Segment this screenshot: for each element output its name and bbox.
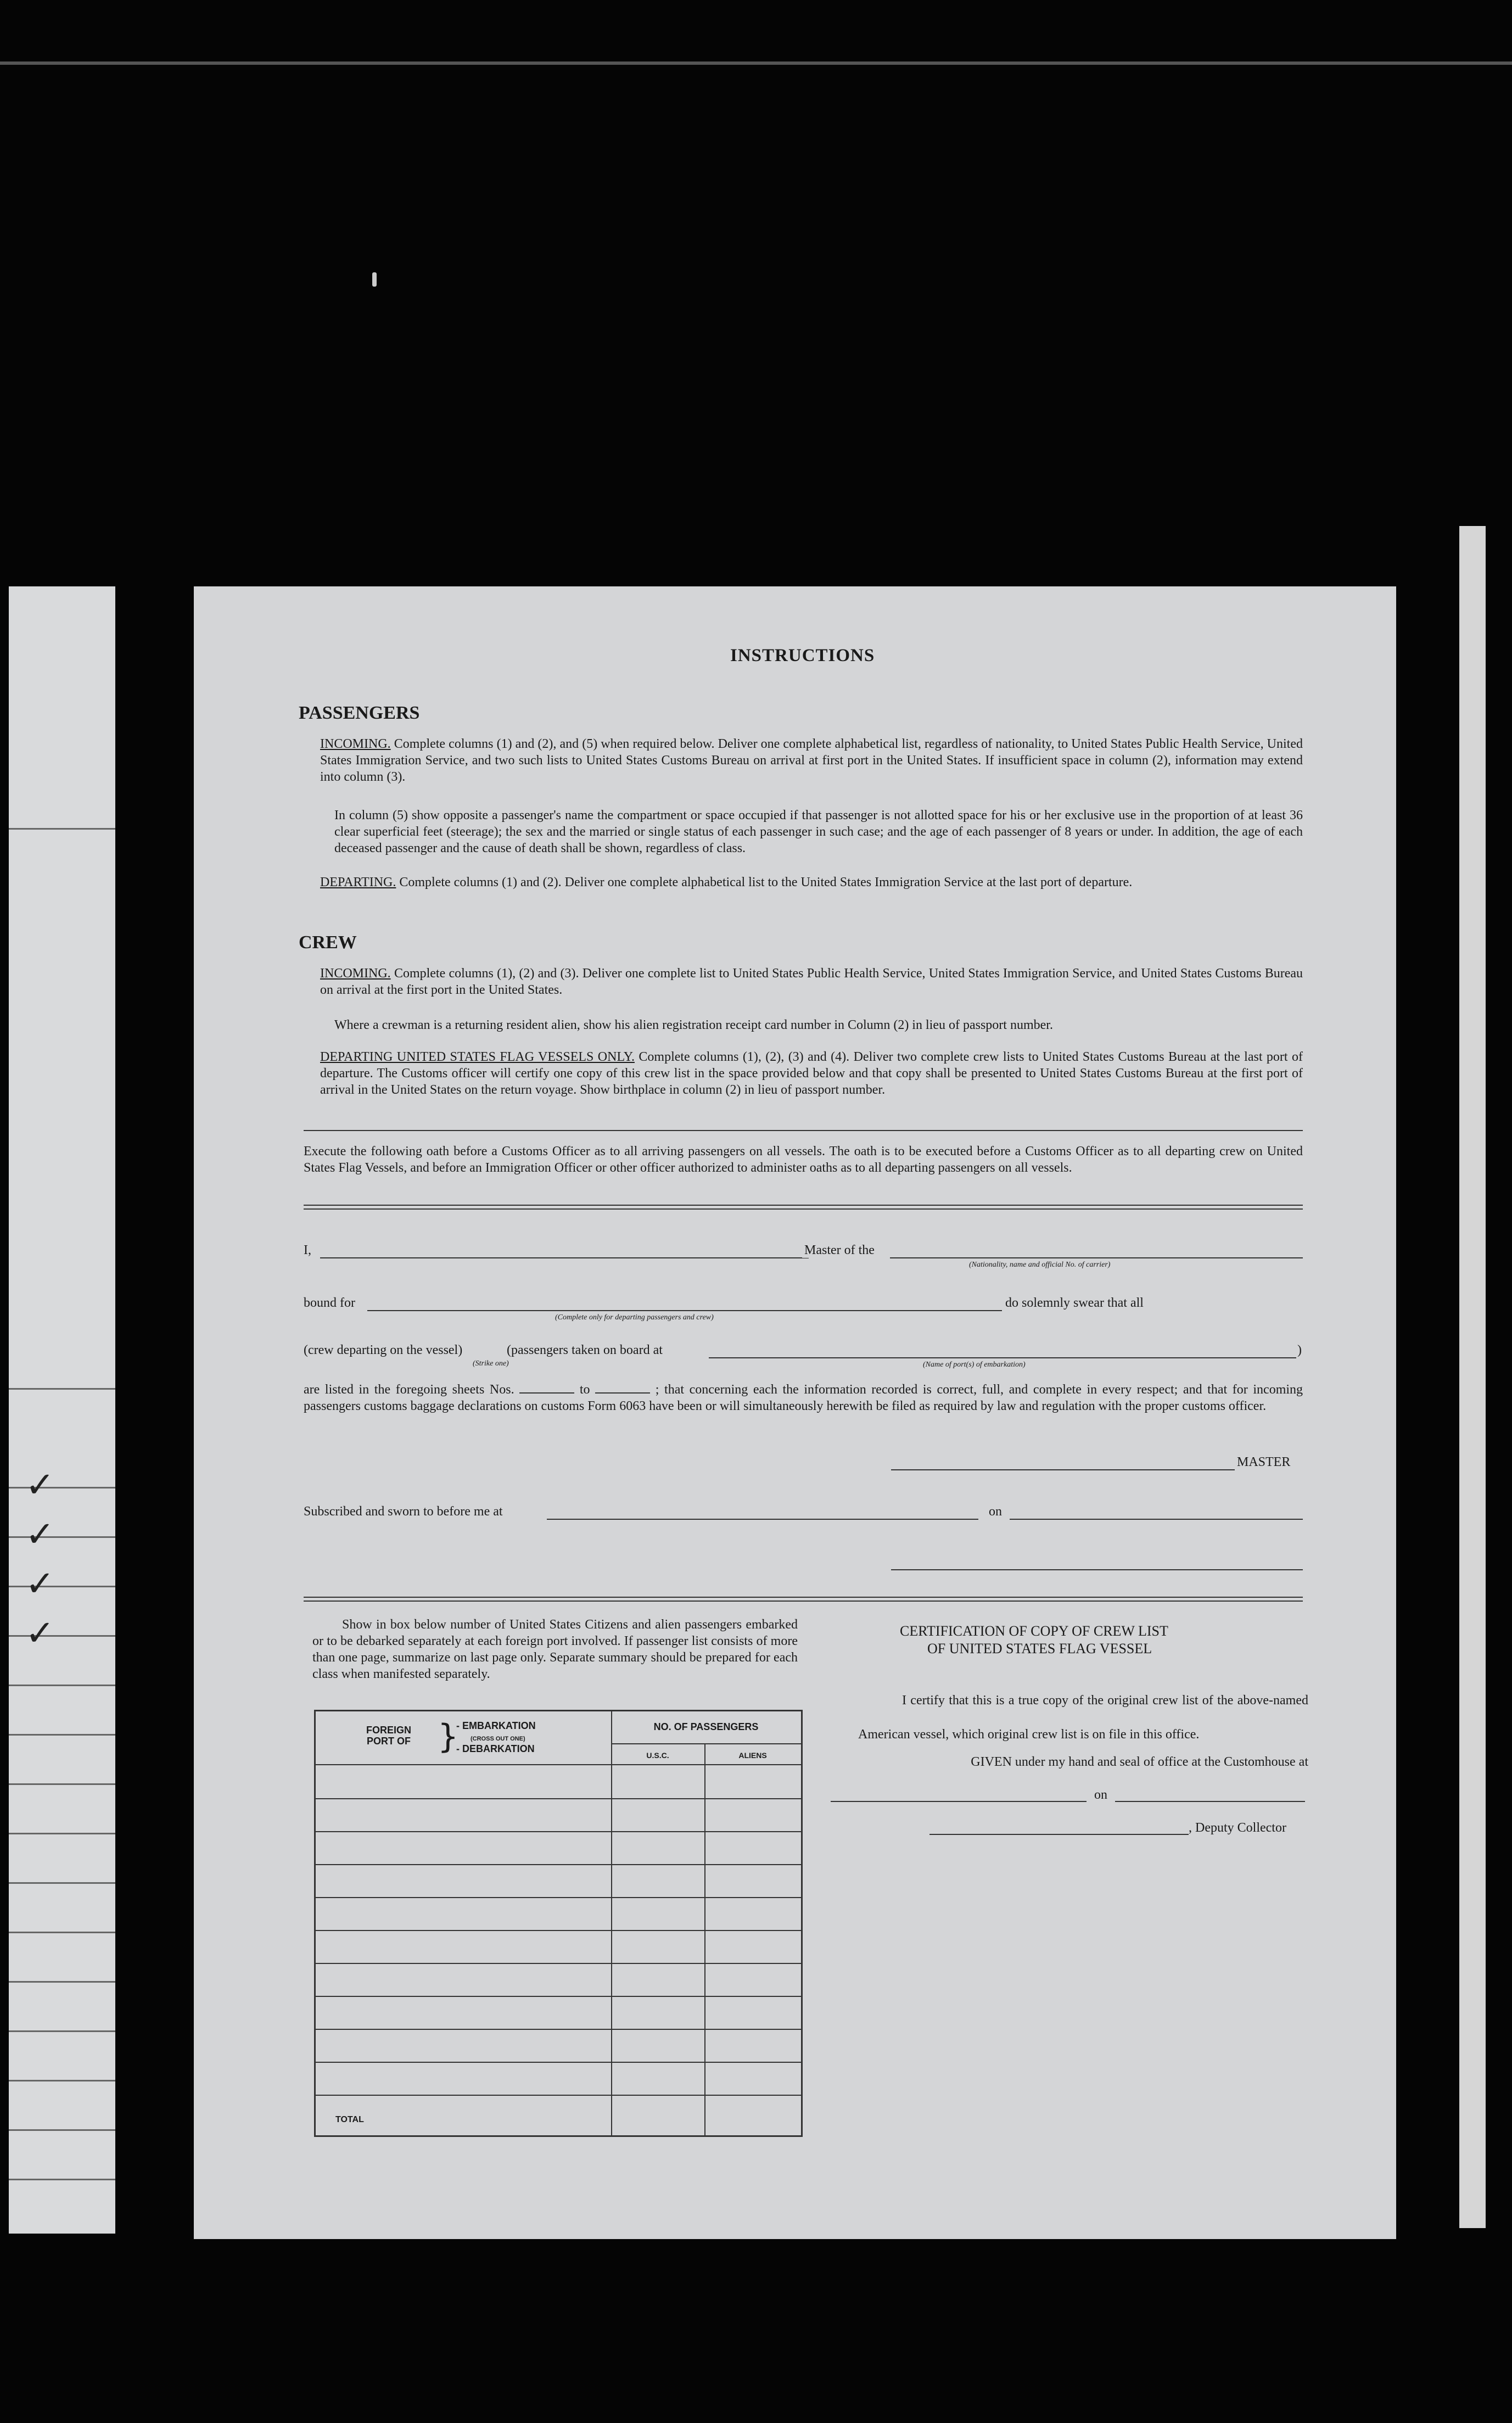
master-name-field[interactable] <box>320 1257 809 1258</box>
certification-text: I certify that this is a true copy of the original crew list of the above-named American vessel, which original crew list is on file in this office. <box>858 1693 1308 1742</box>
sheets-paragraph <box>304 1381 1303 1414</box>
table-row-rule <box>316 1864 801 1865</box>
cross-out-note: (CROSS OUT ONE) <box>471 1736 525 1742</box>
checkmark-icon: ✓ <box>25 1514 55 1555</box>
passengers-incoming-label: INCOMING. <box>320 737 391 751</box>
checkmark-icon: ✓ <box>25 1465 55 1506</box>
no-passengers-header: NO. OF PASSENGERS <box>653 1721 759 1732</box>
fragment-rule <box>9 1783 115 1785</box>
master-of-the-label: Master of the <box>802 1243 877 1258</box>
fragment-rule <box>9 1833 115 1834</box>
fragment-rule <box>9 1882 115 1884</box>
sworn-on-label: on <box>989 1504 1002 1519</box>
embarkation-header: - EMBARKATION <box>456 1720 536 1731</box>
debarkation-header: - DEBARKATION <box>456 1743 535 1754</box>
given-text: GIVEN under my hand and seal of office at the Customhouse at <box>971 1755 1308 1769</box>
crew-heading: CREW <box>299 932 357 953</box>
table-row-rule <box>316 2095 801 2096</box>
customhouse-field[interactable] <box>831 1801 1087 1802</box>
passengers-departing-text: Complete columns (1) and (2). Deliver one complete alphabetical list to the United States Immigration Service at the last port of departure. <box>399 875 1133 889</box>
fragment-rule <box>9 1932 115 1933</box>
passengers-departing-label: DEPARTING. <box>320 875 396 889</box>
aliens-header: ALIENS <box>738 1751 767 1760</box>
fragment-rule <box>9 2030 115 2032</box>
table-row-rule <box>316 1996 801 1997</box>
passengers-heading: PASSENGERS <box>299 703 420 723</box>
passengers-taken-option: (passengers taken on board at <box>507 1343 663 1357</box>
certification-title-line2: OF UNITED STATES FLAG VESSEL <box>927 1641 1152 1657</box>
vessel-name-field[interactable] <box>890 1257 1303 1258</box>
table-column-rule <box>611 1711 612 2135</box>
summary-instructions: Show in box below number of United States Citizens and alien passengers embarked or to be debarked separately at each foreign port involved. If passenger list consists of more than one page, summarize on last page only. Separate summary should be prepared for each class when manifested separately. <box>312 1618 798 1681</box>
film-edge-line <box>0 61 1512 65</box>
fragment-rule <box>9 828 115 830</box>
brace-icon: } <box>438 1717 459 1756</box>
deputy-signature-field[interactable] <box>929 1834 1189 1835</box>
passengers-departing-paragraph <box>320 874 1303 891</box>
crew-resident-paragraph: Where a crewman is a returning resident alien, show his alien registration receipt card number in Column (2) in lieu of passport number. <box>334 1018 1053 1032</box>
fragment-rule <box>9 1981 115 1983</box>
crew-incoming-text: Complete columns (1), (2) and (3). Deliver one complete list to United States Public Health Service, United States Immigration Service, and United States Customs Bureau on arrival at the first port in the United States. <box>320 966 1303 997</box>
section-double-rule <box>304 1205 1303 1210</box>
embarkation-port-field[interactable] <box>709 1357 1296 1358</box>
table-header-rule <box>611 1743 801 1744</box>
sheets-text: ; that concerning each the information recorded is correct, full, and complete in every respect; and that for incoming passengers customs baggage declarations on customs Form 6063 have been or will simultaneously herewith be filed as required by law and regulation with the proper customs officer. <box>304 1383 1303 1413</box>
sworn-place-field[interactable] <box>547 1519 978 1520</box>
sheet-to-field[interactable] <box>595 1383 650 1394</box>
passenger-summary-table <box>314 1710 803 2137</box>
nationality-hint: (Nationality, name and official No. of carrier) <box>969 1261 1111 1269</box>
fragment-rule <box>9 2179 115 2180</box>
table-row-rule <box>316 1963 801 1964</box>
table-row-rule <box>316 2062 801 2063</box>
fragment-rule <box>9 1685 115 1686</box>
section-divider <box>304 1130 1303 1131</box>
swear-text: do solemnly swear that all <box>1005 1296 1144 1310</box>
officer-signature-field[interactable] <box>891 1569 1303 1570</box>
crew-departing-text: Complete columns (1), (2), (3) and (4). Deliver two complete crew lists to United States Customs Bureau at the last port of departure. The Customs officer will certify one copy of this crew list in the space provided below and that copy shall be presented to United States Customs Bureau at the first port of arrival in the United States on the return voyage. Show birthplace in column (2) in lieu of passport number. <box>320 1050 1303 1097</box>
sheets-to-label: to <box>579 1383 590 1397</box>
crew-incoming-paragraph <box>320 965 1303 998</box>
table-column-rule <box>704 1744 705 2135</box>
oath-i-label: I, <box>304 1243 311 1257</box>
table-row-rule <box>316 2029 801 2030</box>
checkmark-icon: ✓ <box>25 1564 55 1604</box>
fragment-rule <box>9 2080 115 2081</box>
foreign-port-header: FOREIGN PORT OF <box>366 1725 411 1747</box>
page-title: INSTRUCTIONS <box>730 646 875 665</box>
sheets-label: are listed in the foregoing sheets Nos. <box>304 1383 514 1397</box>
certification-title-line1: CERTIFICATION OF COPY OF CREW LIST <box>900 1623 1168 1639</box>
master-label: MASTER <box>1237 1455 1291 1469</box>
crew-departing-option: (crew departing on the vessel) <box>304 1343 463 1357</box>
film-speck <box>372 272 377 287</box>
crew-departing-paragraph <box>320 1049 1303 1098</box>
destination-field[interactable] <box>367 1310 1002 1311</box>
fragment-rule <box>9 2129 115 2131</box>
cert-date-field[interactable] <box>1115 1801 1305 1802</box>
crew-departing-label: DEPARTING UNITED STATES FLAG VESSELS ONLY. <box>320 1050 635 1064</box>
oath-intro: Execute the following oath before a Customs Officer as to all arriving passengers on all vessels. The oath is to be executed before a Customs Officer as to all departing crew on United States Flag Vessels, and before an Immigration Officer or other officer authorized to administer oaths as to all departing passengers on all vessels. <box>304 1144 1303 1175</box>
checkmark-icon: ✓ <box>25 1613 55 1654</box>
port-hint: (Name of port(s) of embarkation) <box>923 1361 1026 1369</box>
master-signature-field[interactable] <box>891 1469 1235 1470</box>
strike-one-hint: (Strike one) <box>473 1359 509 1368</box>
table-row-rule <box>316 1831 801 1832</box>
fragment-rule <box>9 1734 115 1736</box>
deputy-collector-label: , Deputy Collector <box>1189 1821 1286 1835</box>
table-header-rule <box>316 1764 801 1765</box>
crew-incoming-label: INCOMING. <box>320 966 391 981</box>
adjacent-page-edge <box>1459 526 1486 2228</box>
passengers-incoming-text: Complete columns (1) and (2), and (5) when required below. Deliver one complete alphabetical list, regardless of nationality, to United States Public Health Service, United States Immigration Service, and two such lists to United States Customs Bureau on arrival at first port in the United States. If insufficient space in column (2), information may extend into column (3). <box>320 737 1303 784</box>
bound-for-label: bound for <box>304 1296 355 1310</box>
table-row-rule <box>316 1798 801 1799</box>
close-paren: ) <box>1297 1343 1302 1357</box>
adjacent-page-fragment <box>9 586 115 2234</box>
section-double-rule <box>304 1597 1303 1602</box>
fragment-rule <box>9 1388 115 1390</box>
departing-hint: (Complete only for departing passengers and crew) <box>555 1313 714 1322</box>
usc-header: U.S.C. <box>646 1751 669 1760</box>
cert-on-label: on <box>1094 1788 1107 1802</box>
sheet-from-field[interactable] <box>519 1383 574 1394</box>
passengers-incoming-paragraph <box>320 736 1303 785</box>
table-row-rule <box>316 1897 801 1898</box>
total-label: TOTAL <box>335 2115 364 2124</box>
passengers-column5-paragraph: In column (5) show opposite a passenger's name the compartment or space occupied if that passenger is not allotted space for his or her exclusive use in the proportion of at least 36 clear superficial feet (steerage); the sex and the married or single status of each passenger in such case; and the age of each passenger of 8 years or under. In addition, the age of each deceased passenger and the cause of death shall be shown, regardless of class. <box>334 808 1303 855</box>
subscribed-label: Subscribed and sworn to before me at <box>304 1504 503 1519</box>
sworn-date-field[interactable] <box>1010 1519 1303 1520</box>
table-row-rule <box>316 1930 801 1931</box>
